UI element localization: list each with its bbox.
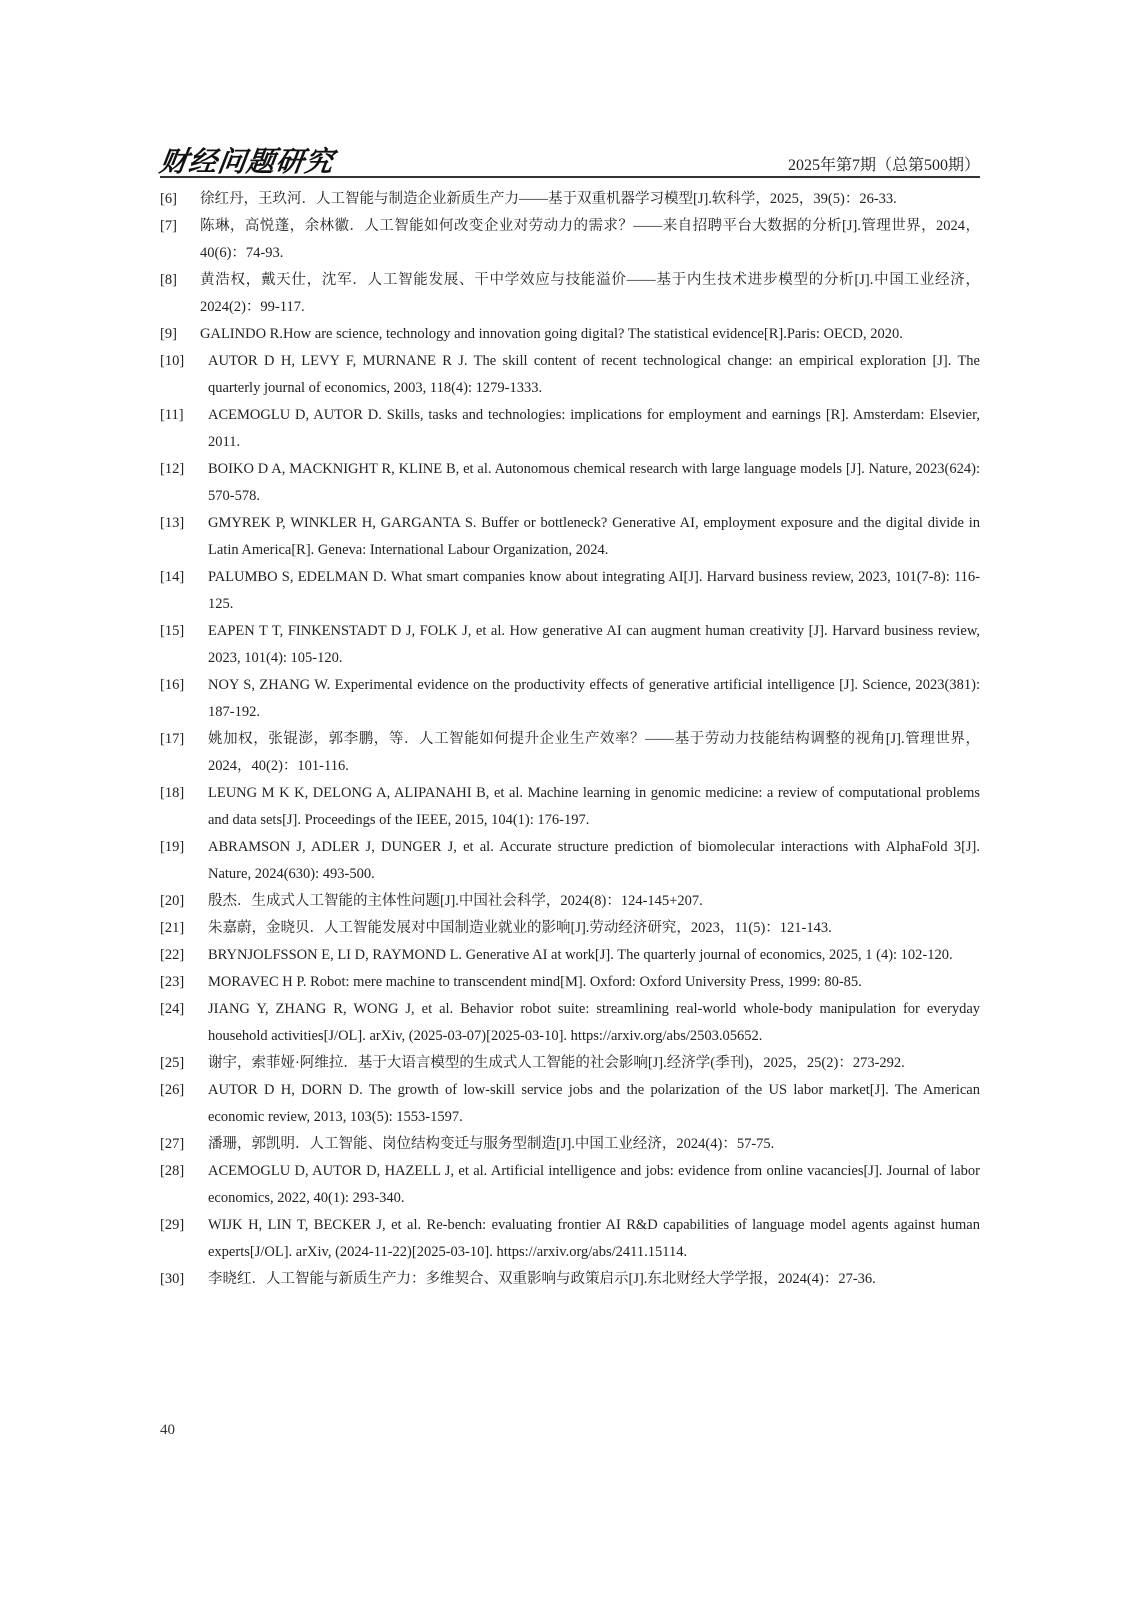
- reference-text: NOY S, ZHANG W. Experimental evidence on the productivity effects of generative artificial intelligence [J]. Science, 2023(381): 187-192.: [208, 677, 980, 720]
- header-rule: [160, 176, 980, 178]
- reference-number: [14]: [160, 569, 185, 585]
- reference-text: EAPEN T T, FINKENSTADT D J, FOLK J, et al. How generative AI can augment human creativity [J]. Harvard business review, 2023, 101(4): 105-120.: [208, 623, 980, 666]
- reference-number: [17]: [160, 731, 185, 747]
- reference-text: GALINDO R.How are science, technology and innovation going digital? The statistical evidence[R].Paris: OECD, 2020.: [200, 326, 903, 342]
- reference-text: 徐红丹，王玖河．人工智能与制造企业新质生产力——基于双重机器学习模型[J].软科学，2025，39(5)：26-33.: [200, 191, 897, 207]
- reference-text: 陈琳，高悦蓬，余林徽．人工智能如何改变企业对劳动力的需求？——来自招聘平台大数据的分析[J].管理世界，2024，40(6)：74-93.: [200, 218, 980, 261]
- reference-number: [10]: [160, 353, 185, 369]
- reference-number: [11]: [160, 407, 184, 423]
- reference-item: [160, 348, 980, 402]
- reference-number: [8]: [160, 272, 177, 288]
- reference-text: ACEMOGLU D, AUTOR D, HAZELL J, et al. Artificial intelligence and jobs: evidence from online vacancies[J]. Journal of labor economics, 2022, 40(1): 293-340.: [208, 1163, 980, 1206]
- reference-item: [160, 213, 980, 267]
- reference-text: 李晓红．人工智能与新质生产力：多维契合、双重影响与政策启示[J].东北财经大学学报，2024(4)：27-36.: [208, 1271, 876, 1287]
- reference-item: [160, 321, 980, 348]
- reference-text: BRYNJOLFSSON E, LI D, RAYMOND L. Generative AI at work[J]. The quarterly journal of economics, 2025, 1 (4): 102-120.: [208, 947, 953, 963]
- reference-item: [160, 1131, 980, 1158]
- reference-text: 朱嘉蔚，金晓贝．人工智能发展对中国制造业就业的影响[J].劳动经济研究，2023，11(5)：121-143.: [208, 920, 832, 936]
- reference-text: LEUNG M K K, DELONG A, ALIPANAHI B, et al. Machine learning in genomic medicine: a review of computational problems and data sets[J]. Proceedings of the IEEE, 2015, 104(1): 176-197.: [208, 785, 980, 828]
- reference-text: PALUMBO S, EDELMAN D. What smart companies know about integrating AI[J]. Harvard business review, 2023, 101(7-8): 116-125.: [208, 569, 980, 612]
- reference-item: [160, 618, 980, 672]
- reference-text: AUTOR D H, DORN D. The growth of low-skill service jobs and the polarization of the US labor market[J]. The American economic review, 2013, 103(5): 1553-1597.: [208, 1082, 980, 1125]
- reference-number: [20]: [160, 893, 185, 909]
- reference-number: [29]: [160, 1217, 185, 1233]
- reference-text: 潘珊，郭凯明．人工智能、岗位结构变迁与服务型制造[J].中国工业经济，2024(4)：57-75.: [208, 1136, 775, 1152]
- reference-text: 黄浩权，戴天仕，沈军．人工智能发展、干中学效应与技能溢价——基于内生技术进步模型的分析[J].中国工业经济，2024(2)：99-117.: [200, 272, 980, 315]
- reference-number: [27]: [160, 1136, 185, 1152]
- reference-number: [12]: [160, 461, 185, 477]
- reference-number: [18]: [160, 785, 185, 801]
- reference-item: [160, 969, 980, 996]
- reference-text: AUTOR D H, LEVY F, MURNANE R J. The skill content of recent technological change: an empirical exploration [J]. The quarterly journal of economics, 2003, 118(4): 1279-1333.: [208, 353, 980, 396]
- reference-number: [21]: [160, 920, 185, 936]
- reference-number: [6]: [160, 191, 177, 207]
- reference-text: JIANG Y, ZHANG R, WONG J, et al. Behavior robot suite: streamlining real-world whole-body manipulation for everyday household activities[J/OL]. arXiv, (2025-03-07)[2025-03-10]. https://arxiv.org/abs/2503.05652.: [208, 1001, 980, 1044]
- reference-item: [160, 888, 980, 915]
- reference-text: WIJK H, LIN T, BECKER J, et al. Re-bench: evaluating frontier AI R&D capabilities of language model agents against human experts[J/OL]. arXiv, (2024-11-22)[2025-03-10]. https://arxiv.org/abs/2411.15114.: [208, 1217, 980, 1260]
- reference-text: 殷杰．生成式人工智能的主体性问题[J].中国社会科学，2024(8)：124-145+207.: [208, 893, 703, 909]
- reference-item: [160, 915, 980, 942]
- reference-item: [160, 186, 980, 213]
- reference-item: [160, 780, 980, 834]
- reference-item: [160, 1077, 980, 1131]
- reference-item: [160, 1158, 980, 1212]
- reference-item: [160, 1266, 980, 1293]
- page-header: [157, 140, 980, 180]
- reference-list: [160, 186, 980, 1293]
- reference-text: MORAVEC H P. Robot: mere machine to transcendent mind[M]. Oxford: Oxford University Press, 1999: 80-85.: [208, 974, 862, 990]
- reference-number: [22]: [160, 947, 185, 963]
- reference-item: [160, 1212, 980, 1266]
- reference-item: [160, 942, 980, 969]
- reference-number: [16]: [160, 677, 185, 693]
- reference-item: [160, 510, 980, 564]
- reference-item: [160, 564, 980, 618]
- reference-text: BOIKO D A, MACKNIGHT R, KLINE B, et al. Autonomous chemical research with large language models [J]. Nature, 2023(624): 570-578.: [208, 461, 980, 504]
- reference-item: [160, 726, 980, 780]
- reference-number: [28]: [160, 1163, 185, 1179]
- reference-number: [9]: [160, 326, 177, 342]
- reference-text: 姚加权，张锟澎，郭李鹏，等．人工智能如何提升企业生产效率？——基于劳动力技能结构调整的视角[J].管理世界，2024，40(2)：101-116.: [208, 731, 980, 774]
- reference-item: [160, 456, 980, 510]
- reference-number: [19]: [160, 839, 185, 855]
- reference-number: [13]: [160, 515, 185, 531]
- reference-number: [26]: [160, 1082, 185, 1098]
- reference-text: ACEMOGLU D, AUTOR D. Skills, tasks and technologies: implications for employment and earnings [R]. Amsterdam: Elsevier, 2011.: [208, 407, 980, 450]
- reference-number: [24]: [160, 1001, 185, 1017]
- reference-text: GMYREK P, WINKLER H, GARGANTA S. Buffer or bottleneck? Generative AI, employment exposure and the digital divide in Latin America[R]. Geneva: International Labour Organization, 2024.: [208, 515, 980, 558]
- reference-number: [23]: [160, 974, 185, 990]
- reference-item: [160, 1050, 980, 1077]
- reference-number: [15]: [160, 623, 185, 639]
- reference-item: [160, 402, 980, 456]
- issue-label: 2025年第7期（总第500期）: [787, 157, 980, 174]
- reference-number: [7]: [160, 218, 177, 234]
- reference-text: ABRAMSON J, ADLER J, DUNGER J, et al. Accurate structure prediction of biomolecular interactions with AlphaFold 3[J]. Nature, 2024(630): 493-500.: [208, 839, 980, 882]
- reference-item: [160, 672, 980, 726]
- page-number: 40: [160, 1422, 175, 1438]
- reference-number: [30]: [160, 1271, 185, 1287]
- reference-text: 谢宇，索菲娅·阿维拉．基于大语言模型的生成式人工智能的社会影响[J].经济学(季刊)，2025，25(2)：273-292.: [208, 1055, 905, 1071]
- reference-item: [160, 834, 980, 888]
- reference-number: [25]: [160, 1055, 185, 1071]
- reference-item: [160, 996, 980, 1050]
- journal-logo: 财经问题研究: [157, 145, 337, 178]
- reference-item: [160, 267, 980, 321]
